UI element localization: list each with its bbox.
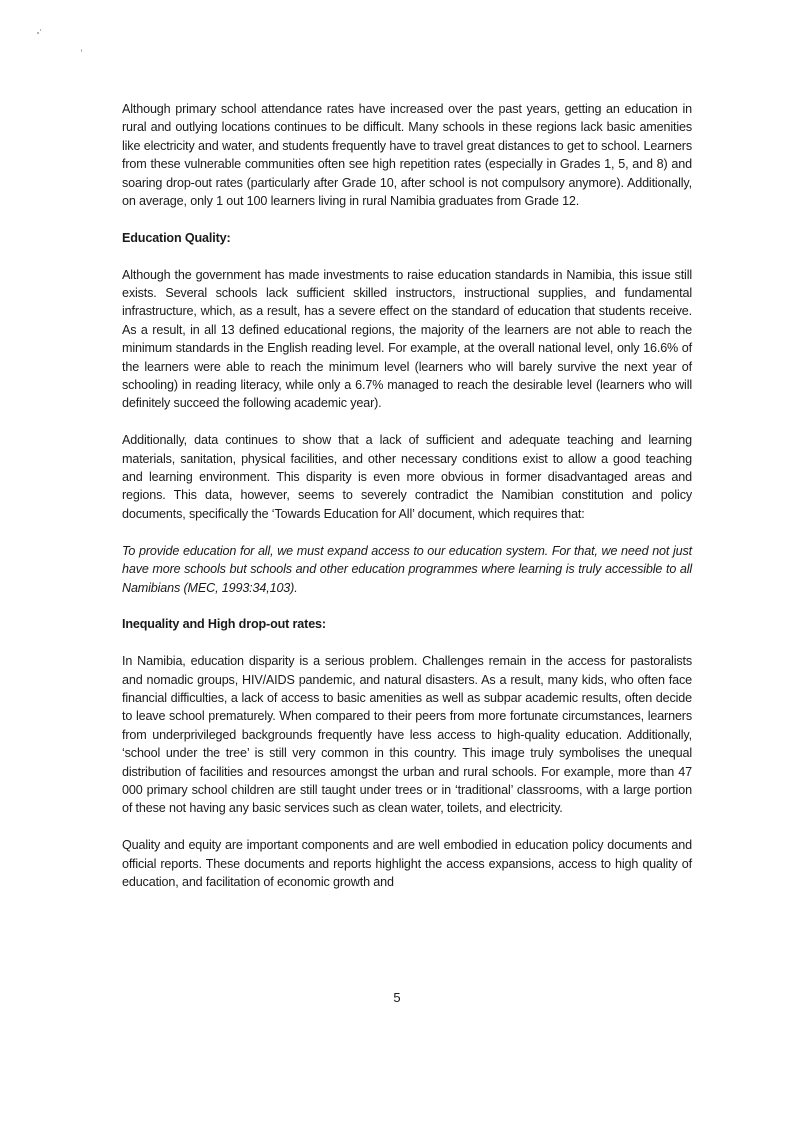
page-number: 5 [393, 990, 401, 1005]
paragraph-quality-equity: Quality and equity are important components and are well embodied in education policy documents and official reports. These documents and reports highlight the access expansions, access to high quality of education, and facilitation of economic growth and [122, 838, 692, 889]
heading-education-quality: Education Quality: [122, 230, 231, 245]
quote-education-for-all: To provide education for all, we must expand access to our education system. For that, we need not just have more schools but schools and other education programmes where learning is truly accessible to all Namibians (MEC, 1993:34,103). [122, 543, 692, 595]
document-body [122, 100, 692, 910]
paragraph-learning-materials: Additionally, data continues to show that a lack of sufficient and adequate teaching and learning materials, sanitation, physical facilities, and other necessary conditions exist to allow a good teaching and learning environment. This disparity is even more obvious in former disadvantaged areas and regions. This data, however, seems to severely contradict the Namibian constitution and policy documents, specifically the ‘Towards Education for All’ document, which requires that: [122, 433, 692, 521]
scan-artifact [40, 29, 41, 31]
paragraph-education-quality: Although the government has made investments to raise education standards in Namibia, this issue still exists. Several schools lack sufficient skilled instructors, instructional supplies, and fundamental infrastructure, which, as a result, has a severe effect on the standard of education that students receive. As a result, in all 13 defined educational regions, the majority of the learners are not able to reach the minimum standards in the English reading level. For example, at the overall national level, only 16.6% of the learners were able to reach the minimum level (learners who will barely survive the next year of schooling) in reading literacy, while only a 6.7% managed to reach the desirable level (learners who will definitely succeed the following academic year). [122, 267, 692, 411]
scan-artifact [81, 49, 82, 52]
paragraph-education-disparity: In Namibia, education disparity is a serious problem. Challenges remain in the access for pastoralists and nomadic groups, HIV/AIDS pandemic, and natural disasters. As a result, many kids, who often face financial difficulties, a lack of access to basic amenities as well as subpar academic results, often decide to leave school prematurely. When compared to their peers from more fortunate circumstances, learners from underprivileged backgrounds frequently have less access to high-quality education. Additionally, ‘school under the tree’ is still very common in this country. This image truly symbolises the unequal distribution of facilities and resources amongst the urban and rural schools. For example, more than 47 000 primary school children are still taught under trees or in ‘traditional’ classrooms, with a large portion of these not having any basic services such as clean water, toilets, and electricity. [122, 654, 692, 816]
paragraph-rural-access: Although primary school attendance rates have increased over the past years, getting an education in rural and outlying locations continues to be difficult. Many schools in these regions lack basic amenities like electricity and water, and students frequently have to travel great distances to get to school. Learners from these vulnerable communities often see high repetition rates (especially in Grades 1, 5, and 8) and soaring drop-out rates (particularly after Grade 10, after school is not compulsory anymore). Additionally, on average, only 1 out 100 learners living in rural Namibia graduates from Grade 12. [122, 102, 692, 209]
scan-artifact [37, 32, 39, 34]
heading-inequality-dropout: Inequality and High drop-out rates: [122, 617, 326, 632]
